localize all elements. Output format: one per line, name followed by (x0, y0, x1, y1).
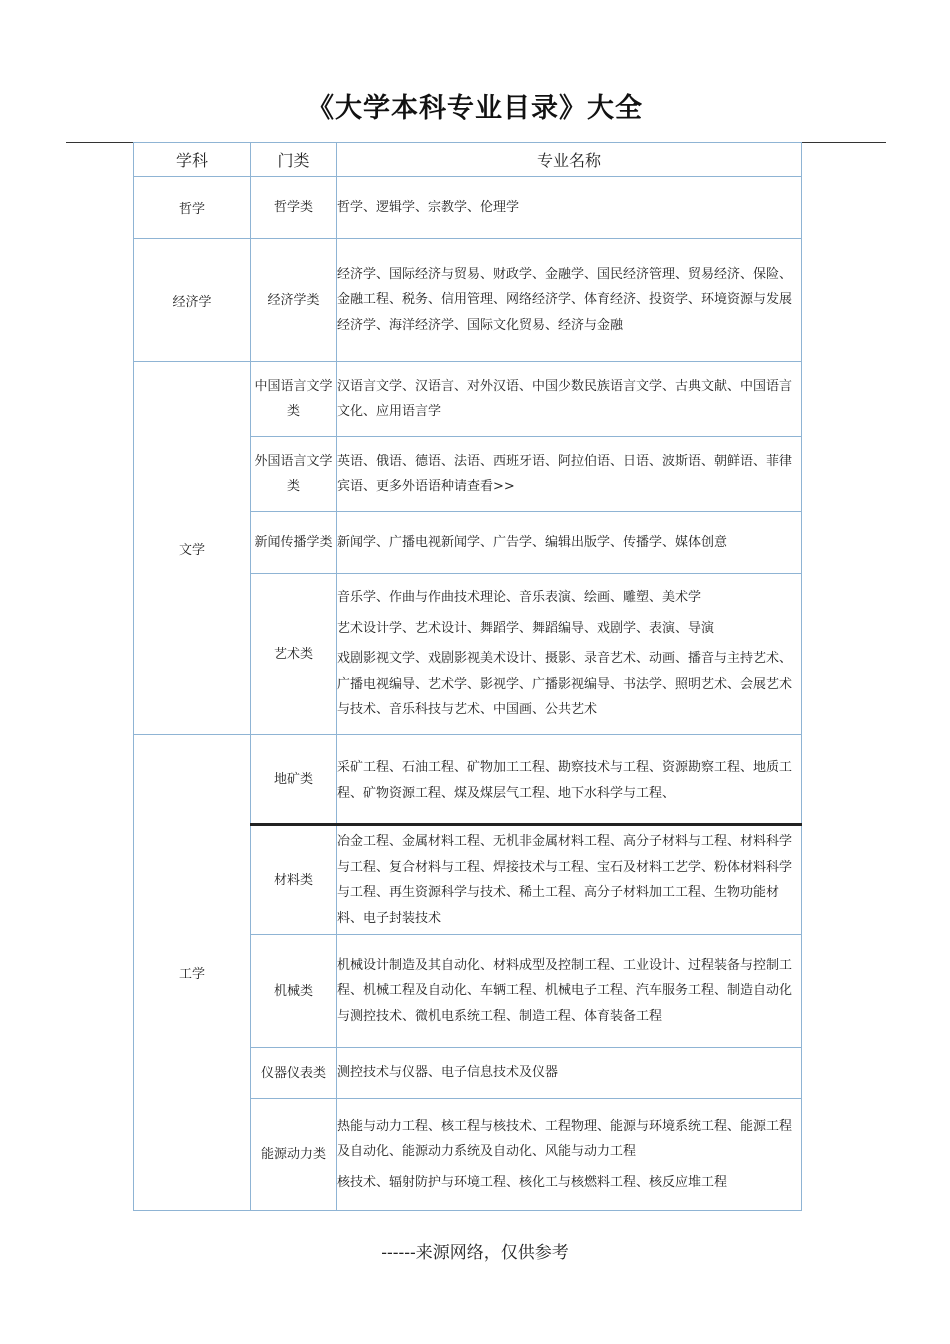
majors-text: 英语、俄语、德语、法语、西班牙语、阿拉伯语、日语、波斯语、朝鲜语、菲律宾语、更多外语语种请查看>> (337, 453, 793, 494)
majors-text: 机械设计制造及其自动化、材料成型及控制工程、工业设计、过程装备与控制工程、机械工程及自动化、车辆工程、机械电子工程、汽车服务工程、制造自动化与测控技术、微机电系统工程、制造工程、体育装备工程 (337, 957, 793, 1024)
category-cell: 机械类 (251, 935, 337, 1048)
header-row (134, 143, 802, 177)
header-subject: 学科 (134, 143, 251, 177)
majors-cell (337, 735, 802, 825)
category-cell: 哲学类 (251, 177, 337, 239)
majors-cell (337, 177, 802, 239)
category-cell: 艺术类 (251, 574, 337, 735)
table-row (134, 177, 802, 239)
majors-text: 汉语言文学、汉语言、对外汉语、中国少数民族语言文学、古典文献、中国语言文化、应用语言学 (337, 378, 793, 419)
majors-cell (337, 1048, 802, 1099)
majors-text: 经济学、国际经济与贸易、财政学、金融学、国民经济管理、贸易经济、保险、金融工程、税务、信用管理、网络经济学、体育经济、投资学、环境资源与发展经济学、海洋经济学、国际文化贸易、经济与金融 (337, 266, 793, 333)
majors-text: 戏剧影视文学、戏剧影视美术设计、摄影、录音艺术、动画、播音与主持艺术、广播电视编导、艺术学、影视学、广播影视编导、书法学、照明艺术、会展艺术与技术、音乐科技与艺术、中国画、公共艺术 (337, 651, 793, 718)
majors-text: 新闻学、广播电视新闻学、广告学、编辑出版学、传播学、媒体创意 (337, 534, 728, 550)
subject-cell: 经济学 (134, 239, 251, 362)
majors-cell (337, 574, 802, 735)
majors-text: 冶金工程、金属材料工程、无机非金属材料工程、高分子材料与工程、材料科学与工程、复合材料与工程、焊接技术与工程、宝石及材料工艺学、粉体材料科学与工程、再生资源科学与技术、稀土工程、高分子材料加工工程、生物功能材料、电子封装技术 (337, 834, 793, 926)
table-row (134, 362, 802, 437)
category-cell: 新闻传播学类 (251, 512, 337, 574)
category-cell: 材料类 (251, 825, 337, 935)
table-row (134, 735, 802, 825)
majors-cell (337, 362, 802, 437)
majors-cell (337, 239, 802, 362)
majors-text: 测控技术与仪器、电子信息技术及仪器 (337, 1065, 559, 1081)
majors-cell (337, 437, 802, 512)
category-cell: 能源动力类 (251, 1099, 337, 1211)
major-catalog-table (133, 142, 802, 1211)
majors-cell (337, 1099, 802, 1211)
category-cell: 经济学类 (251, 239, 337, 362)
majors-text: 热能与动力工程、核工程与核技术、工程物理、能源与环境系统工程、能源工程及自动化、能源动力系统及自动化、风能与动力工程 (337, 1118, 793, 1160)
majors-cell (337, 935, 802, 1048)
header-majors: 专业名称 (337, 143, 802, 177)
subject-cell: 文学 (134, 362, 251, 735)
majors-text: 音乐学、作曲与作曲技术理论、音乐表演、绘画、雕塑、美术学 (337, 590, 702, 606)
majors-text: 艺术设计学、艺术设计、舞蹈学、舞蹈编导、戏剧学、表演、导演 (337, 620, 715, 636)
majors-text: 哲学、逻辑学、宗教学、伦理学 (337, 199, 520, 215)
majors-cell (337, 512, 802, 574)
subject-cell: 哲学 (134, 177, 251, 239)
title-rule-right (800, 142, 886, 143)
category-cell: 仪器仪表类 (251, 1048, 337, 1099)
category-cell: 地矿类 (251, 735, 337, 825)
subject-cell: 工学 (134, 735, 251, 1211)
page-title: 《大学本科专业目录》大全 (307, 93, 643, 124)
header-category: 门类 (251, 143, 337, 177)
category-cell: 外国语言文学类 (251, 437, 337, 512)
footer-note: ------来源网络，仅供参考 (381, 1243, 569, 1263)
category-cell: 中国语言文学类 (251, 362, 337, 437)
table-row (134, 239, 802, 362)
majors-cell (337, 825, 802, 935)
majors-text: 采矿工程、石油工程、矿物加工工程、勘察技术与工程、资源勘察工程、地质工程、矿物资源工程、煤及煤层气工程、地下水科学与工程、 (337, 760, 793, 801)
title-rule-left (66, 142, 134, 143)
majors-text: 核技术、辐射防护与环境工程、核化工与核燃料工程、核反应堆工程 (337, 1174, 728, 1190)
